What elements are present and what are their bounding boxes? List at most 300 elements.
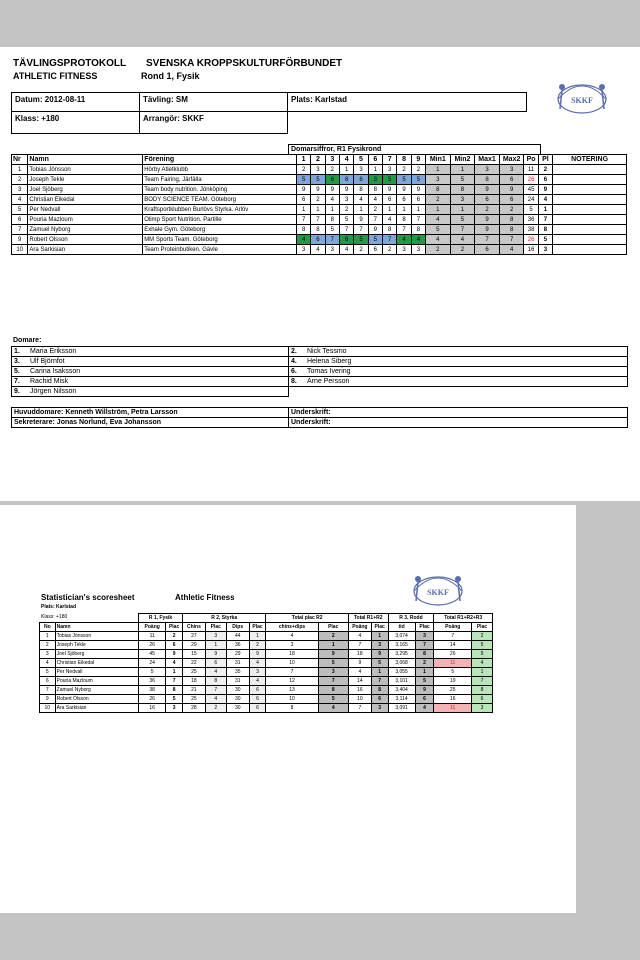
judge-score: 2 [339, 205, 353, 215]
judge-cell [289, 387, 628, 397]
scoresheet-col-header: Poäng [139, 623, 166, 632]
result-placement: 5 [538, 235, 552, 245]
judge-score: 9 [411, 185, 425, 195]
result-points: 38 [524, 225, 538, 235]
result-name: Zamuel Nyborg [28, 225, 143, 235]
results-col-header: Max1 [475, 155, 500, 165]
scoresheet-col-header: Plac [249, 623, 266, 632]
result-max1: 7 [475, 235, 500, 245]
scoresheet-cdpl: 7 [318, 677, 348, 686]
scoresheet-r1p: 38 [139, 686, 166, 695]
results-col-header: 6 [368, 155, 382, 165]
scoresheet-t12: 18 [348, 650, 371, 659]
results-col-header: 3 [325, 155, 339, 165]
judge-score: 2 [411, 165, 425, 175]
scoresheet-chpl: 4 [205, 695, 226, 704]
result-nr: 2 [12, 175, 28, 185]
secretary: Sekreterare: Jonas Norlund, Eva Johansson [12, 418, 289, 428]
judge-score: 7 [383, 235, 397, 245]
judge-score: 6 [383, 195, 397, 205]
judge-score: 2 [383, 245, 397, 255]
result-max2: 2 [499, 205, 524, 215]
scoresheet-dpl: 3 [249, 668, 266, 677]
judge-number: 1. [14, 347, 20, 355]
scoresheet-tidpl: 1 [415, 668, 434, 677]
scoresheet-col-header: Namn [55, 623, 138, 632]
scoresheet-dpl: 6 [249, 686, 266, 695]
organizer-field: Arrangör: SKKF [139, 111, 288, 134]
scoresheet-chpl: 6 [205, 659, 226, 668]
scoresheet-class: Klass: +180 [41, 614, 68, 620]
svg-text:SKKF: SKKF [427, 588, 449, 597]
judge-score: 5 [339, 215, 353, 225]
scoresheet-cd: 8 [266, 704, 318, 713]
scoresheet-tidpl: 3 [415, 632, 434, 641]
scoresheet-chpl: 1 [205, 641, 226, 650]
skkf-logo [548, 75, 616, 119]
scoresheet-t12pl: 3 [371, 641, 388, 650]
judge-score: 1 [325, 205, 339, 215]
scoresheet-col-header: chins+dips [266, 623, 318, 632]
scoresheet-totpl: 8 [471, 686, 492, 695]
round-label: Rond 1, Fysik [141, 71, 200, 81]
judge-score: 6 [296, 195, 310, 205]
judge-score: 1 [311, 205, 325, 215]
judge-score: 2 [354, 245, 368, 255]
results-col-header: 1 [296, 155, 310, 165]
scoresheet-tid: 3,295 [388, 650, 415, 659]
judge-score: 7 [411, 215, 425, 225]
results-col-header: Po [524, 155, 538, 165]
judge-score: 3 [368, 175, 382, 185]
results-col-header: Nr [12, 155, 28, 165]
result-points: 45 [524, 185, 538, 195]
scoresheet-t12: 4 [348, 668, 371, 677]
judge-name: Helena Siberg [307, 357, 352, 365]
judge-score: 5 [397, 175, 411, 185]
scoresheet-t12: 7 [348, 704, 371, 713]
scoresheet-tot: 19 [434, 677, 472, 686]
scoresheet-cd: 18 [266, 650, 318, 659]
judge-score: 1 [354, 205, 368, 215]
judge-score: 4 [383, 215, 397, 225]
scoresheet-totpl: 4 [471, 659, 492, 668]
scoresheet-tot: 5 [434, 668, 472, 677]
results-col-header: 8 [397, 155, 411, 165]
scoresheet-name: Tobias Jönsson [55, 632, 138, 641]
judge-score: 5 [325, 225, 339, 235]
result-note [553, 195, 627, 205]
result-placement: 3 [538, 245, 552, 255]
judge-score: 7 [397, 225, 411, 235]
judge-score: 4 [397, 235, 411, 245]
judge-score: 4 [311, 245, 325, 255]
judge-score: 1 [411, 205, 425, 215]
judge-score: 9 [383, 185, 397, 195]
judge-score: 8 [311, 225, 325, 235]
judge-score: 8 [368, 185, 382, 195]
scoresheet-col-header: Plac [318, 623, 348, 632]
results-col-header: Min2 [450, 155, 475, 165]
scoresheet-tidpl: 2 [415, 659, 434, 668]
result-min2: 5 [450, 175, 475, 185]
result-points: 26 [524, 175, 538, 185]
scoresheet-chpl: 2 [205, 704, 226, 713]
scoresheet-chins: 22 [182, 659, 205, 668]
scoresheet-dpl: 4 [249, 659, 266, 668]
judge-row [12, 347, 628, 357]
result-min2: 3 [450, 195, 475, 205]
judge-score: 3 [354, 165, 368, 175]
result-placement: 6 [538, 175, 552, 185]
judge-name: Carina Isaksson [30, 367, 81, 375]
result-nr: 5 [12, 205, 28, 215]
scoresheet-no: 9 [40, 695, 56, 704]
competition-field: Tävling: SM [139, 92, 288, 112]
result-max2: 3 [499, 165, 524, 175]
judge-score: 1 [339, 165, 353, 175]
group-total-all: Total R1+R2+R3 [434, 614, 493, 623]
scoresheet-t12pl: 8 [371, 686, 388, 695]
scoresheet-tot: 26 [434, 650, 472, 659]
result-min2: 1 [450, 205, 475, 215]
scoresheet-chpl: 9 [205, 650, 226, 659]
date-field: Datum: 2012-08-11 [11, 92, 140, 112]
scoresheet-r1p: 36 [139, 677, 166, 686]
scoresheet-dips: 30 [226, 695, 249, 704]
scoresheet-cd: 12 [266, 677, 318, 686]
judge-score: 6 [397, 195, 411, 205]
place-field: Plats: Karlstad [287, 92, 527, 112]
result-note [553, 245, 627, 255]
judge-score: 3 [383, 165, 397, 175]
scoresheet-t12pl: 6 [371, 695, 388, 704]
scoresheet-cd: 10 [266, 695, 318, 704]
scoresheet-chins: 21 [182, 686, 205, 695]
scoresheet-dips: 30 [226, 686, 249, 695]
head-judge: Huvuddomare: Kenneth Willström, Petra Larsson [12, 408, 289, 418]
class-field: Klass: +180 [11, 111, 140, 134]
results-col-header: 4 [339, 155, 353, 165]
result-placement: 9 [538, 185, 552, 195]
judge-score: 3 [311, 165, 325, 175]
judge-cell [12, 347, 289, 357]
judge-score: 7 [325, 235, 339, 245]
officials-table [11, 407, 628, 428]
svg-text:SKKF: SKKF [571, 96, 593, 105]
result-max1: 6 [475, 245, 500, 255]
scoresheet-col-header: Plac [205, 623, 226, 632]
scoresheet-totpl: 7 [471, 677, 492, 686]
result-points: 26 [524, 235, 538, 245]
scoresheet-tot: 11 [434, 659, 472, 668]
result-row [12, 235, 627, 245]
scoresheet-cdpl: 5 [318, 659, 348, 668]
result-min2: 7 [450, 225, 475, 235]
judge-score: 9 [368, 225, 382, 235]
category-label: ATHLETIC FITNESS [13, 71, 98, 81]
result-row [12, 205, 627, 215]
scoresheet-page [0, 505, 576, 913]
scoresheet-t12pl: 1 [371, 668, 388, 677]
result-min2: 4 [450, 235, 475, 245]
group-r1: R 1, Fysik [139, 614, 183, 623]
result-nr: 6 [12, 215, 28, 225]
judge-name: Maria Eriksson [30, 347, 77, 355]
scoresheet-cd: 7 [266, 668, 318, 677]
result-max2: 6 [499, 175, 524, 185]
scoresheet-r1pl: 5 [166, 695, 183, 704]
protocol-title: TÄVLINGSPROTOKOLL [13, 58, 127, 69]
scoresheet-row [40, 704, 493, 713]
result-min1: 2 [426, 245, 451, 255]
scoresheet-r1p: 45 [139, 650, 166, 659]
result-max2: 7 [499, 235, 524, 245]
scoresheet-name: Per Nedvall [55, 668, 138, 677]
result-nr: 3 [12, 185, 28, 195]
head-judge-signature: Underskrift: [289, 408, 628, 418]
scoresheet-name: Zamuel Nyborg [55, 686, 138, 695]
scoresheet-totpl: 5 [471, 641, 492, 650]
scoresheet-r1p: 5 [139, 668, 166, 677]
result-max1: 2 [475, 205, 500, 215]
result-nr: 10 [12, 245, 28, 255]
scoresheet-t12pl: 1 [371, 632, 388, 641]
scoresheet-tidpl: 8 [415, 650, 434, 659]
result-note [553, 215, 627, 225]
judge-score: 7 [354, 225, 368, 235]
scoresheet-cdpl: 2 [318, 632, 348, 641]
judge-score: 7 [296, 215, 310, 225]
result-max2: 8 [499, 215, 524, 225]
scoresheet-subtitle: Athletic Fitness [175, 593, 235, 602]
scoresheet-r1pl: 7 [166, 677, 183, 686]
judge-score: 8 [411, 225, 425, 235]
scoresheet-no: 4 [40, 659, 56, 668]
judge-score: 6 [411, 195, 425, 205]
judge-score: 9 [296, 185, 310, 195]
result-points: 11 [524, 165, 538, 175]
judge-score: 3 [339, 195, 353, 205]
scoresheet-row [40, 650, 493, 659]
result-nr: 9 [12, 235, 28, 245]
result-min2: 5 [450, 215, 475, 225]
result-max2: 8 [499, 225, 524, 235]
scoresheet-chins: 15 [182, 650, 205, 659]
scoresheet-row [40, 677, 493, 686]
scoresheet-r1p: 26 [139, 641, 166, 650]
judge-cell [12, 377, 289, 387]
judge-row [12, 377, 628, 387]
results-col-header: Min1 [426, 155, 451, 165]
scoresheet-r1p: 24 [139, 659, 166, 668]
scoresheet-no: 2 [40, 641, 56, 650]
judge-score: 7 [311, 215, 325, 225]
protocol-page [0, 47, 640, 501]
judge-row [12, 367, 628, 377]
result-name: Pouria Mazloum [28, 215, 143, 225]
judge-score: 9 [325, 185, 339, 195]
judge-name: Arne Persson [307, 377, 350, 385]
scoresheet-totpl: 3 [471, 704, 492, 713]
scoresheet-row [40, 641, 493, 650]
judge-cell [12, 367, 289, 377]
result-points: 5 [524, 205, 538, 215]
scoresheet-tidpl: 4 [415, 704, 434, 713]
scoresheet-tid: 3,404 [388, 686, 415, 695]
scoresheet-no: 7 [40, 686, 56, 695]
scoresheet-chins: 28 [182, 704, 205, 713]
judge-cell [289, 347, 628, 357]
scoresheet-col-header: No [40, 623, 56, 632]
scoresheet-col-header: Plac [471, 623, 492, 632]
result-note [553, 235, 627, 245]
scoresheet-t12: 14 [348, 677, 371, 686]
scoresheet-dips: 31 [226, 659, 249, 668]
result-club: Hörby Atletklubb [143, 165, 297, 175]
judge-name: Tomas Ivering [307, 367, 351, 375]
federation-name: SVENSKA KROPPSKULTURFÖRBUNDET [146, 58, 343, 69]
scoresheet-dips: 44 [226, 632, 249, 641]
judge-number: 9. [14, 387, 20, 395]
judge-score: 5 [296, 175, 310, 185]
result-row [12, 195, 627, 205]
scoresheet-r1pl: 4 [166, 659, 183, 668]
result-note [553, 165, 627, 175]
scoresheet-no: 3 [40, 650, 56, 659]
scoresheet-totpl: 6 [471, 695, 492, 704]
judge-score: 5 [411, 175, 425, 185]
scoresheet-t12pl: 3 [371, 704, 388, 713]
scoresheet-tot: 7 [434, 632, 472, 641]
scoresheet-r1pl: 8 [166, 686, 183, 695]
judge-score: 5 [354, 235, 368, 245]
scoresheet-dips: 36 [226, 641, 249, 650]
scoresheet-tidpl: 9 [415, 686, 434, 695]
result-row [12, 245, 627, 255]
result-max2: 4 [499, 245, 524, 255]
scoresheet-col-header: tid [388, 623, 415, 632]
scoresheet-r1pl: 3 [166, 704, 183, 713]
judge-score: 8 [397, 215, 411, 225]
scoresheet-r1pl: 6 [166, 641, 183, 650]
scoresheet-r1pl: 1 [166, 668, 183, 677]
result-name: Ara Sarkisian [28, 245, 143, 255]
judge-cell [289, 377, 628, 387]
scoresheet-tid: 3,165 [388, 641, 415, 650]
scoresheet-totpl: 1 [471, 668, 492, 677]
result-max1: 3 [475, 165, 500, 175]
scoresheet-chins: 25 [182, 695, 205, 704]
result-min2: 8 [450, 185, 475, 195]
judge-number: 3. [14, 357, 20, 365]
scoresheet-chins: 25 [182, 668, 205, 677]
scoresheet-name: Christian Eikedal [55, 659, 138, 668]
results-col-header: Förening [143, 155, 297, 165]
group-r3: R 3, Rodd [388, 614, 434, 623]
scoresheet-chins: 29 [182, 641, 205, 650]
result-min2: 2 [450, 245, 475, 255]
scoresheet-dpl: 4 [249, 677, 266, 686]
results-col-header: 7 [383, 155, 397, 165]
results-col-header: Max2 [499, 155, 524, 165]
judge-score: 4 [325, 195, 339, 205]
result-max2: 6 [499, 195, 524, 205]
judges-label: Domare: [13, 337, 42, 344]
result-placement: 4 [538, 195, 552, 205]
judge-row [12, 387, 628, 397]
judge-score: 4 [354, 195, 368, 205]
judge-score: 1 [397, 205, 411, 215]
results-col-header: 2 [311, 155, 325, 165]
scoresheet-tid: 3,114 [388, 695, 415, 704]
judge-cell [12, 387, 289, 397]
result-points: 36 [524, 215, 538, 225]
scoresheet-t12pl: 9 [371, 650, 388, 659]
scoresheet-row [40, 632, 493, 641]
scoresheet-t12pl: 7 [371, 677, 388, 686]
judge-score: 8 [354, 185, 368, 195]
group-total-r2: Total plac R2 [266, 614, 348, 623]
result-min1: 4 [426, 215, 451, 225]
scoresheet-cdpl: 3 [318, 668, 348, 677]
judge-score: 1 [368, 165, 382, 175]
scoresheet-col-header: Plac [371, 623, 388, 632]
scoresheet-tot: 16 [434, 695, 472, 704]
scoresheet-name: Robert Olsson [55, 695, 138, 704]
scoresheet-tot: 14 [434, 641, 472, 650]
scoresheet-chpl: 3 [205, 632, 226, 641]
scoresheet-r1pl: 9 [166, 650, 183, 659]
judge-score: 6 [354, 175, 368, 185]
judge-score: 8 [296, 225, 310, 235]
judge-score: 5 [383, 175, 397, 185]
result-row [12, 215, 627, 225]
result-name: Joel Sjöberg [28, 185, 143, 195]
result-placement: 1 [538, 205, 552, 215]
scoresheet-tidpl: 7 [415, 641, 434, 650]
judge-number: 8. [291, 377, 297, 385]
judge-name: Rachid Misk [30, 377, 69, 385]
scoresheet-name: Joseph Tekle [55, 641, 138, 650]
result-name: Robert Olsson [28, 235, 143, 245]
scoresheet-row [40, 695, 493, 704]
scoresheet-tot: 25 [434, 686, 472, 695]
secretary-signature: Underskrift: [289, 418, 628, 428]
scoresheet-row [40, 668, 493, 677]
result-min1: 1 [426, 205, 451, 215]
scoresheet-dips: 35 [226, 668, 249, 677]
scoresheet-name: Joel Sjöberg [55, 650, 138, 659]
results-col-header: 5 [354, 155, 368, 165]
result-row [12, 225, 627, 235]
judge-score: 9 [397, 185, 411, 195]
scoresheet-cdpl: 8 [318, 686, 348, 695]
result-club: BODY SCIENCE TEAM. Göteborg [143, 195, 297, 205]
judge-name: Jörgen Nilsson [30, 387, 77, 395]
judge-score: 8 [325, 215, 339, 225]
scoresheet-name: Ara Sarkisian [55, 704, 138, 713]
result-placement: 2 [538, 165, 552, 175]
scoresheet-col-header: Plac [166, 623, 183, 632]
scoresheet-cd: 13 [266, 686, 318, 695]
judge-score: 4 [368, 195, 382, 205]
judge-score: 4 [339, 245, 353, 255]
result-min1: 5 [426, 225, 451, 235]
scoresheet-no: 6 [40, 677, 56, 686]
scoresheet-row [40, 686, 493, 695]
judge-number: 6. [291, 367, 297, 375]
